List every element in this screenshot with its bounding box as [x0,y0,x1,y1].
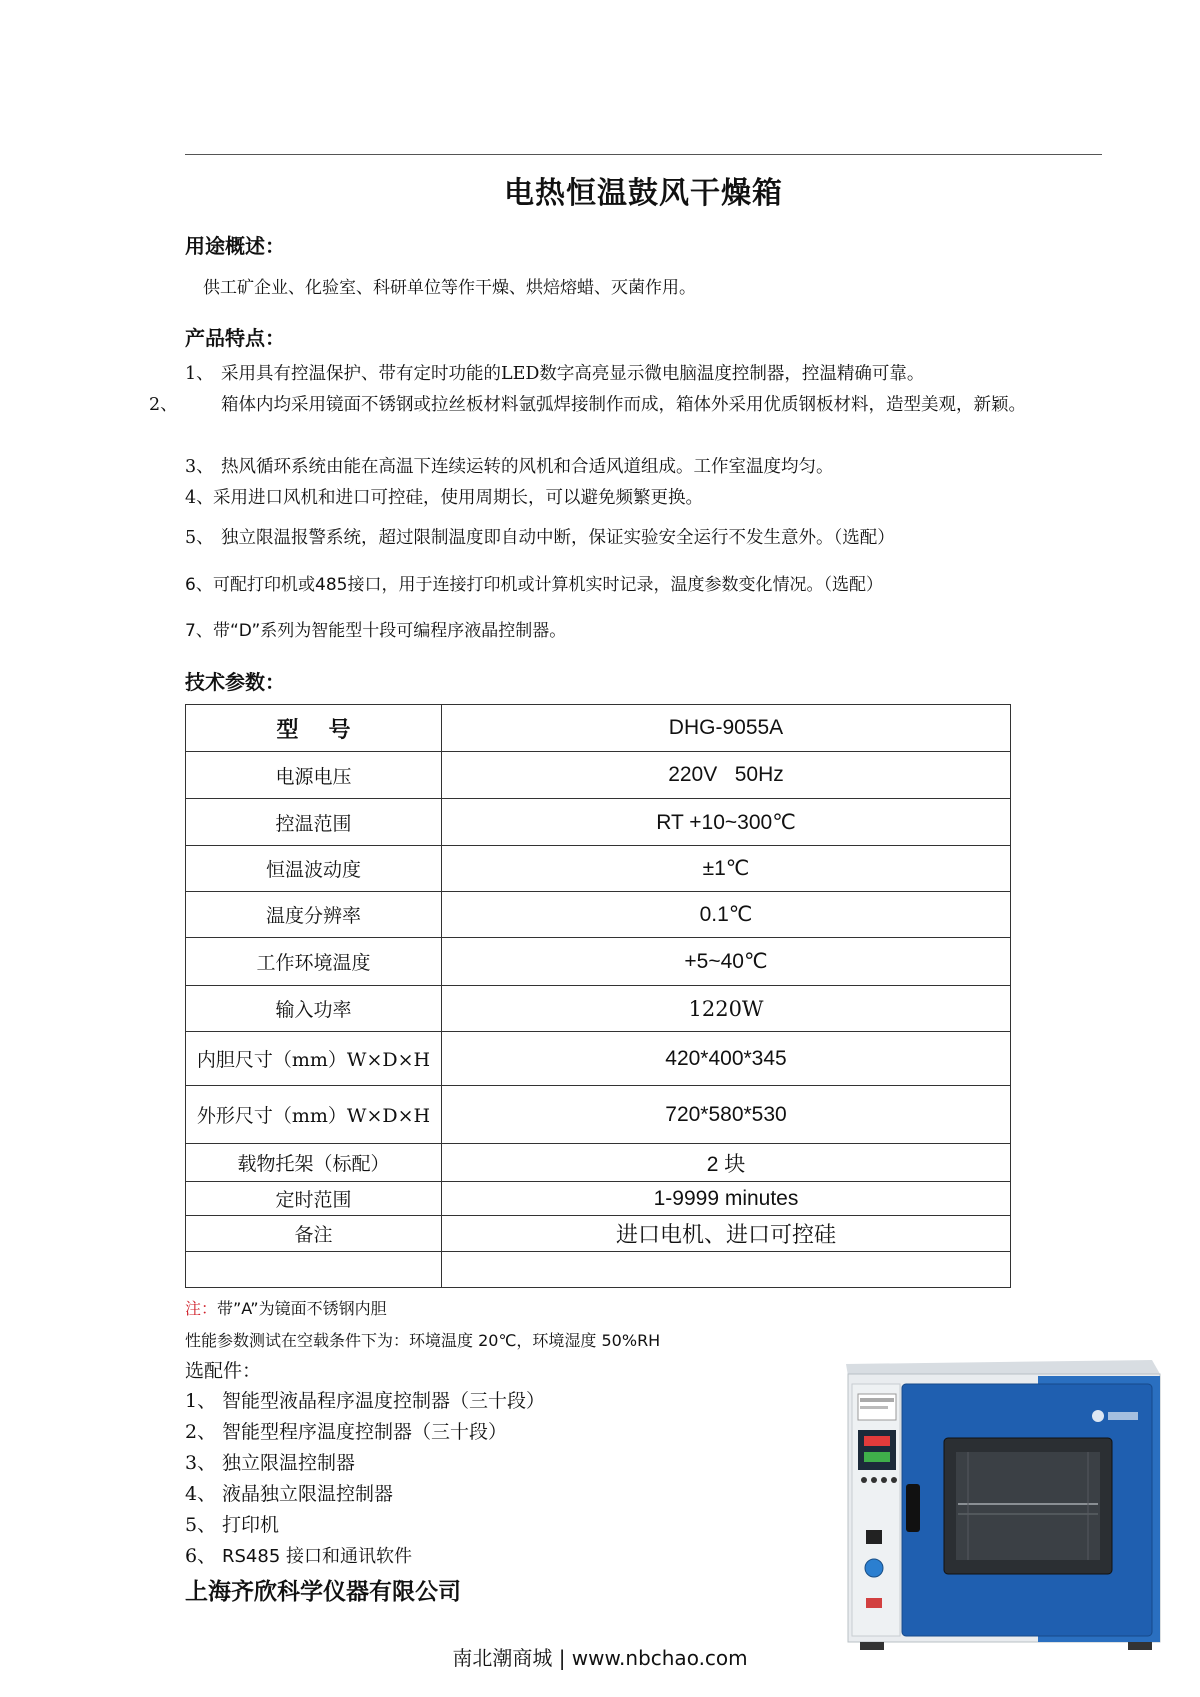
spec-value: 1-9999 minutes [442,1182,1011,1216]
spec-key: 内胆尺寸（mm）W×D×H [186,1032,442,1086]
usage-text: 供工矿企业、化验室、科研单位等作干燥、烘焙熔蜡、灭菌作用。 [203,278,696,298]
feature-item: 1、 采用具有控温保护、带有定时功能的LED数字高亮显示微电脑温度控制器，控温精确可靠。 [185,364,925,384]
feature-item: 2、 箱体内均采用镜面不锈钢或拉丝板材料氩弧焊接制作而成，箱体外采用优质钢板材料，造型美观，新颖。 [149,395,1026,415]
spec-key: 温度分辨率 [186,892,442,938]
options-heading: 选配件： [185,1360,262,1382]
spec-key: 工作环境温度 [186,938,442,986]
note-label: 注： [185,1299,218,1318]
table-row [186,1252,1011,1288]
option-item: 1、 智能型液晶程序温度控制器（三十段） [185,1390,546,1412]
spec-value: DHG-9055A [442,705,1011,752]
option-item: 3、 独立限温控制器 [185,1452,356,1474]
option-item: 4、 液晶独立限温控制器 [185,1483,394,1505]
footer-site[interactable]: 南北潮商城 | www.nbchao.com [452,1646,748,1670]
feature-item: 3、 热风循环系统由能在高温下连续运转的风机和合适风道组成。工作室温度均匀。 [185,457,834,477]
spec-value: ±1℃ [442,846,1011,892]
table-row [186,1216,1011,1252]
table-row [186,1086,1011,1144]
option-item: 6、 RS485 接口和通讯软件 [185,1545,413,1567]
spec-key: 外形尺寸（mm）W×D×H [186,1086,442,1144]
spec-key: 电源电压 [186,752,442,799]
stainless-note [185,1296,387,1319]
spec-value: 1220W [442,986,1011,1032]
feature-item: 7、带“D”系列为智能型十段可编程序液晶控制器。 [185,621,567,641]
table-row [186,1144,1011,1182]
document-title: 电热恒温鼓风干燥箱 [504,176,783,211]
company-name: 上海齐欣科学仪器有限公司 [185,1578,461,1605]
spec-value: +5~40℃ [442,938,1011,986]
table-row [186,705,1011,752]
table-row [186,846,1011,892]
table-row [186,986,1011,1032]
spec-value: RT +10~300℃ [442,799,1011,846]
table-row [186,752,1011,799]
table-row [186,938,1011,986]
table-row [186,1182,1011,1216]
spec-key: 备注 [186,1216,442,1252]
table-row [186,892,1011,938]
option-item: 5、 打印机 [185,1514,280,1536]
spec-table [185,704,1011,1288]
spec-value: 420*400*345 [442,1032,1011,1086]
spec-key: 控温范围 [186,799,442,846]
usage-heading: 用途概述： [185,234,285,258]
spec-key [186,1252,442,1288]
note-text: 带”A”为镜面不锈钢内胆 [217,1299,387,1318]
spec-value: 进口电机、进口可控硅 [442,1216,1011,1252]
features-heading: 产品特点： [185,326,285,350]
feature-item: 6、可配打印机或485接口，用于连接打印机或计算机实时记录，温度参数变化情况。（选配） [185,575,883,595]
spec-value: 720*580*530 [442,1086,1011,1144]
table-row [186,1032,1011,1086]
spec-key: 型号 [186,705,442,752]
feature-item: 5、 独立限温报警系统，超过限制温度即自动中断，保证实验安全运行不发生意外。（选配） [185,528,895,548]
test-condition-note: 性能参数测试在空载条件下为：环境温度 20℃，环境湿度 50%RH [185,1331,661,1350]
specs-heading: 技术参数： [185,670,285,694]
option-item: 2、 智能型程序温度控制器（三十段） [185,1421,508,1443]
header-rule [185,154,1102,155]
spec-value: 2 块 [442,1144,1011,1182]
spec-key: 定时范围 [186,1182,442,1216]
spec-value: 0.1℃ [442,892,1011,938]
spec-value: 220V 50Hz [442,752,1011,799]
drying-oven-photo [808,1354,1166,1654]
spec-key: 载物托架（标配） [186,1144,442,1182]
spec-key: 恒温波动度 [186,846,442,892]
feature-item: 4、采用进口风机和进口可控硅，使用周期长，可以避免频繁更换。 [185,488,703,508]
spec-key: 输入功率 [186,986,442,1032]
table-row [186,799,1011,846]
spec-value [442,1252,1011,1288]
